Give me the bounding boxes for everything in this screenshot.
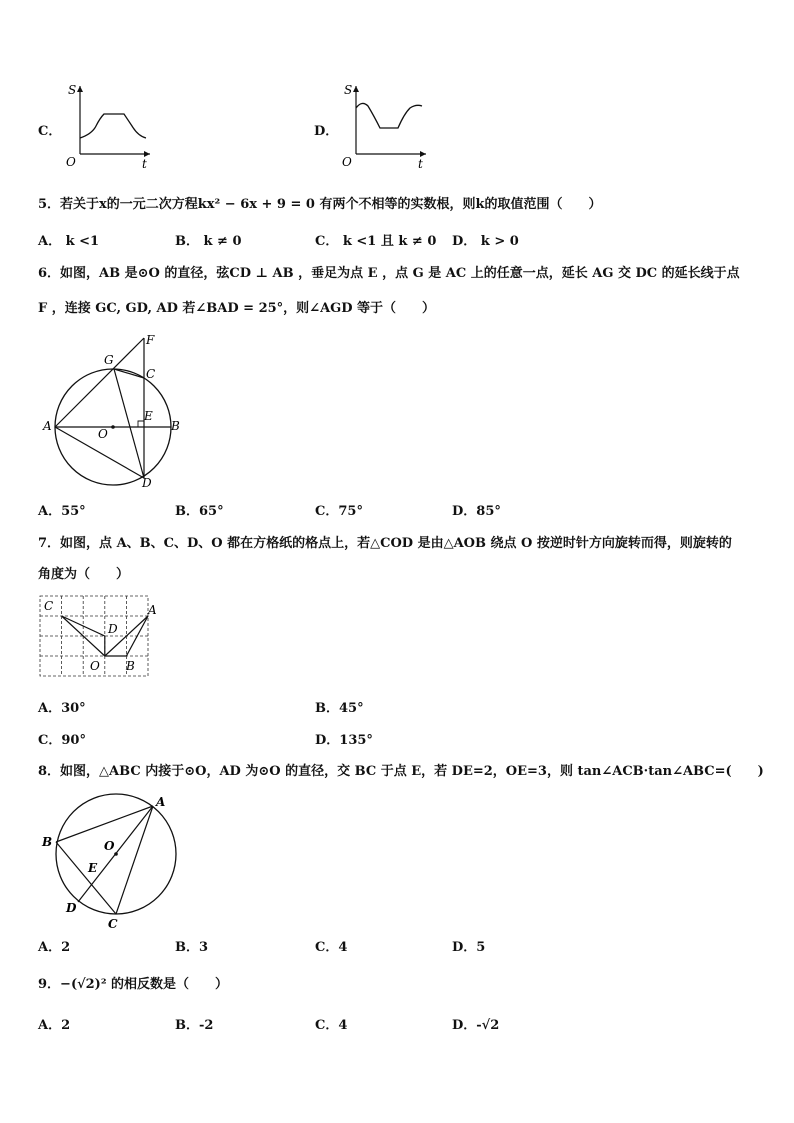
q6-label-g: G: [104, 353, 114, 367]
q9-option-c[interactable]: C．4: [315, 1018, 348, 1033]
q6-option-a[interactable]: A．55°: [38, 504, 86, 519]
q6-stem-line1: 6．如图，AB 是⊙O 的直径，弦CD ⊥ AB ，垂足为点 E ，点 G 是 AC 上的任意一点，延长 AG 交 DC 的延长线于点: [38, 266, 740, 281]
q9-option-a[interactable]: A．2: [38, 1018, 71, 1033]
q4-c-axis-s: S: [68, 83, 77, 97]
q9-option-d[interactable]: D．-√2: [452, 1018, 500, 1033]
q4-d-axis-s: S: [344, 83, 353, 97]
q6-option-c[interactable]: C．75°: [315, 504, 363, 519]
q8-label-a: A: [156, 795, 166, 809]
q5-option-c[interactable]: C． k <1 且 k ≠ 0: [315, 234, 437, 249]
q7-stem-line1: 7．如图，点 A、B、C、D、O 都在方格纸的格点上，若△COD 是由△AOB 绕点 O 按逆时针方向旋转而得，则旋转的: [38, 536, 732, 551]
q4-option-d-label: D．: [314, 124, 339, 139]
q6-label-e: E: [144, 409, 153, 423]
q7-label-c: C: [44, 599, 54, 613]
q7-label-o: O: [90, 659, 100, 673]
q7-label-b: B: [126, 659, 135, 673]
q5-option-b[interactable]: B． k ≠ 0: [175, 234, 242, 249]
q5-stem: 5．若关于x的一元二次方程kx² − 6x + 9 = 0 有两个不相等的实数根，则k的取值范围（ ）: [38, 197, 602, 212]
q6-label-a: A: [43, 419, 52, 433]
q8-option-c[interactable]: C．4: [315, 940, 348, 955]
q7-option-b[interactable]: B．45°: [315, 701, 364, 716]
q4-option-c-label: C．: [38, 124, 62, 139]
q8-label-e: E: [88, 861, 98, 875]
q7-option-a[interactable]: A．30°: [38, 701, 86, 716]
q8-option-a[interactable]: A．2: [38, 940, 71, 955]
q6-label-d: D: [142, 476, 152, 490]
q8-label-c: C: [108, 917, 118, 931]
q4-d-axis-t: t: [418, 157, 423, 171]
q5-option-a[interactable]: A． k <1: [38, 234, 100, 249]
q8-option-d[interactable]: D．5: [452, 940, 486, 955]
q6-label-c: C: [146, 367, 156, 381]
q4-c-axis-t: t: [142, 157, 147, 171]
q6-label-b: B: [171, 419, 180, 433]
q6-label-o: O: [98, 427, 108, 441]
q6-label-f: F: [146, 333, 155, 347]
q7-option-d[interactable]: D．135°: [315, 733, 373, 748]
q9-stem: 9．−(√2)² 的相反数是（ ）: [38, 977, 229, 992]
q7-option-c[interactable]: C．90°: [38, 733, 86, 748]
q6-option-b[interactable]: B．65°: [175, 504, 224, 519]
q4-c-axis-o: O: [66, 155, 76, 169]
q9-option-b[interactable]: B．-2: [175, 1018, 214, 1033]
q6-circle-figure: [38, 330, 188, 490]
q8-stem: 8．如图，△ABC 内接于⊙O，AD 为⊙O 的直径，交 BC 于点 E，若 DE=2，OE=3，则 tan∠ACB·tan∠ABC=( ): [38, 764, 764, 779]
q7-label-a: A: [148, 603, 157, 617]
q8-label-d: D: [66, 901, 77, 915]
q4-graph-d: [338, 82, 430, 172]
q4-graph-c: [62, 82, 154, 172]
q7-stem-line2: 角度为（ ）: [38, 567, 130, 582]
q7-label-d: D: [108, 622, 118, 636]
q4-d-axis-o: O: [342, 155, 352, 169]
q8-option-b[interactable]: B．3: [175, 940, 209, 955]
q8-circle-figure: [38, 792, 188, 932]
q8-label-o: O: [104, 839, 115, 853]
q6-stem-line2: F ，连接 GC, GD, AD 若∠BAD = 25°，则∠AGD 等于（ ）: [38, 301, 436, 316]
q8-label-b: B: [42, 835, 53, 849]
q7-grid-figure: [38, 592, 158, 682]
q6-option-d[interactable]: D．85°: [452, 504, 501, 519]
q5-option-d[interactable]: D． k > 0: [452, 234, 519, 249]
